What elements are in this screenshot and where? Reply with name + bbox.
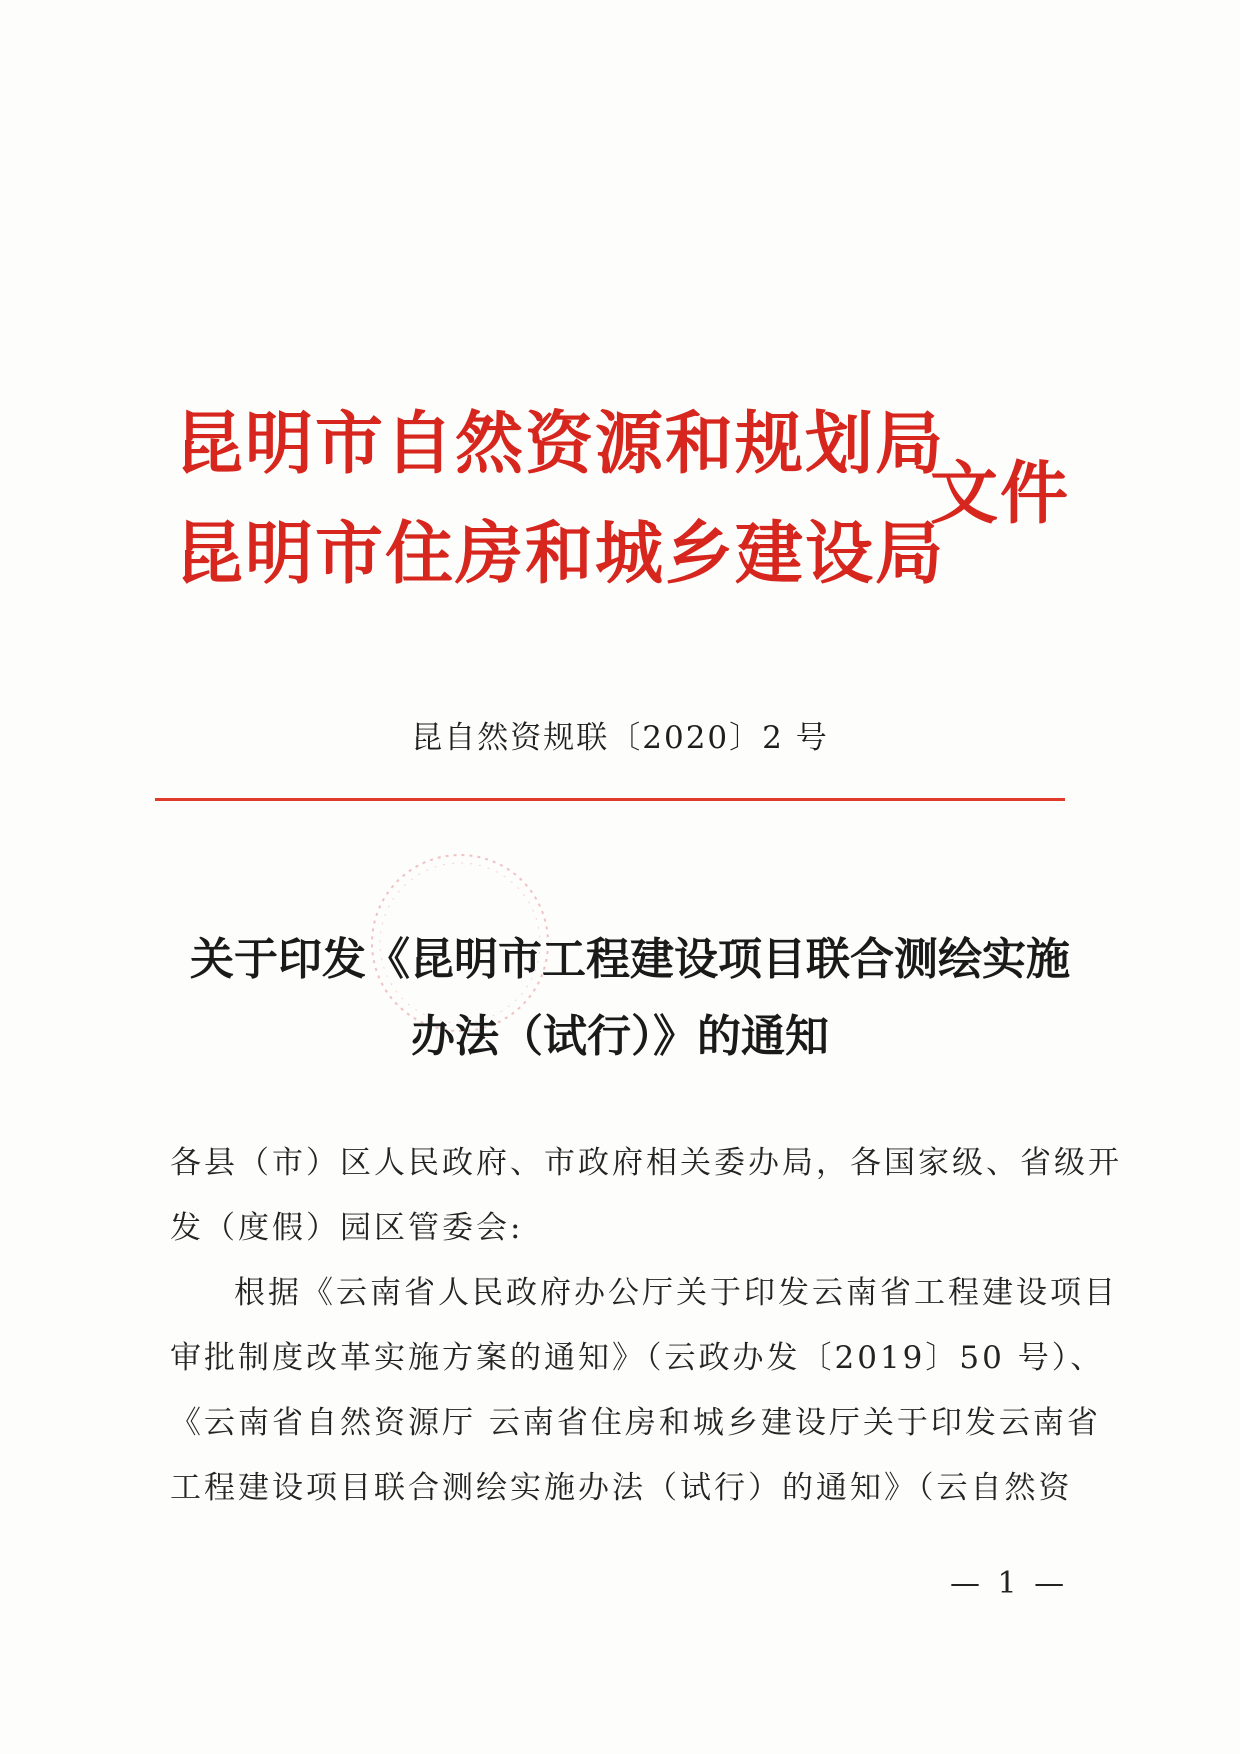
- letterhead-suffix: 文件: [930, 454, 1071, 534]
- body-line: 工程建设项目联合测绘实施办法（试行）的通知》（云自然资: [170, 1470, 1073, 1506]
- issuer-name-2: 昆明市住房和城乡建设局: [175, 514, 946, 594]
- issuer-name-1: 昆明市自然资源和规划局: [175, 404, 946, 484]
- body-line: 各县（市）区人民政府、市政府相关委办局，各国家级、省级开: [170, 1145, 1122, 1181]
- letterhead: [175, 404, 1105, 610]
- body-line: 审批制度改革实施方案的通知》（云政办发〔2019〕50 号）、: [170, 1340, 1105, 1376]
- body-line: 根据《云南省人民政府办公厅关于印发云南省工程建设项目: [200, 1275, 1118, 1311]
- body-line: 《云南省自然资源厅 云南省住房和城乡建设厅关于印发云南省: [170, 1405, 1101, 1441]
- notice-title-line-1: 关于印发《昆明市工程建设项目联合测绘实施: [190, 934, 1070, 985]
- red-separator-rule: [155, 798, 1065, 801]
- body-line: 发（度假）园区管委会:: [170, 1210, 524, 1246]
- notice-title-line-2: 办法（试行）》的通知: [411, 1011, 829, 1062]
- page-number: — 1 —: [950, 1566, 1069, 1601]
- document-number: 昆自然资规联〔2020〕2 号: [411, 720, 829, 756]
